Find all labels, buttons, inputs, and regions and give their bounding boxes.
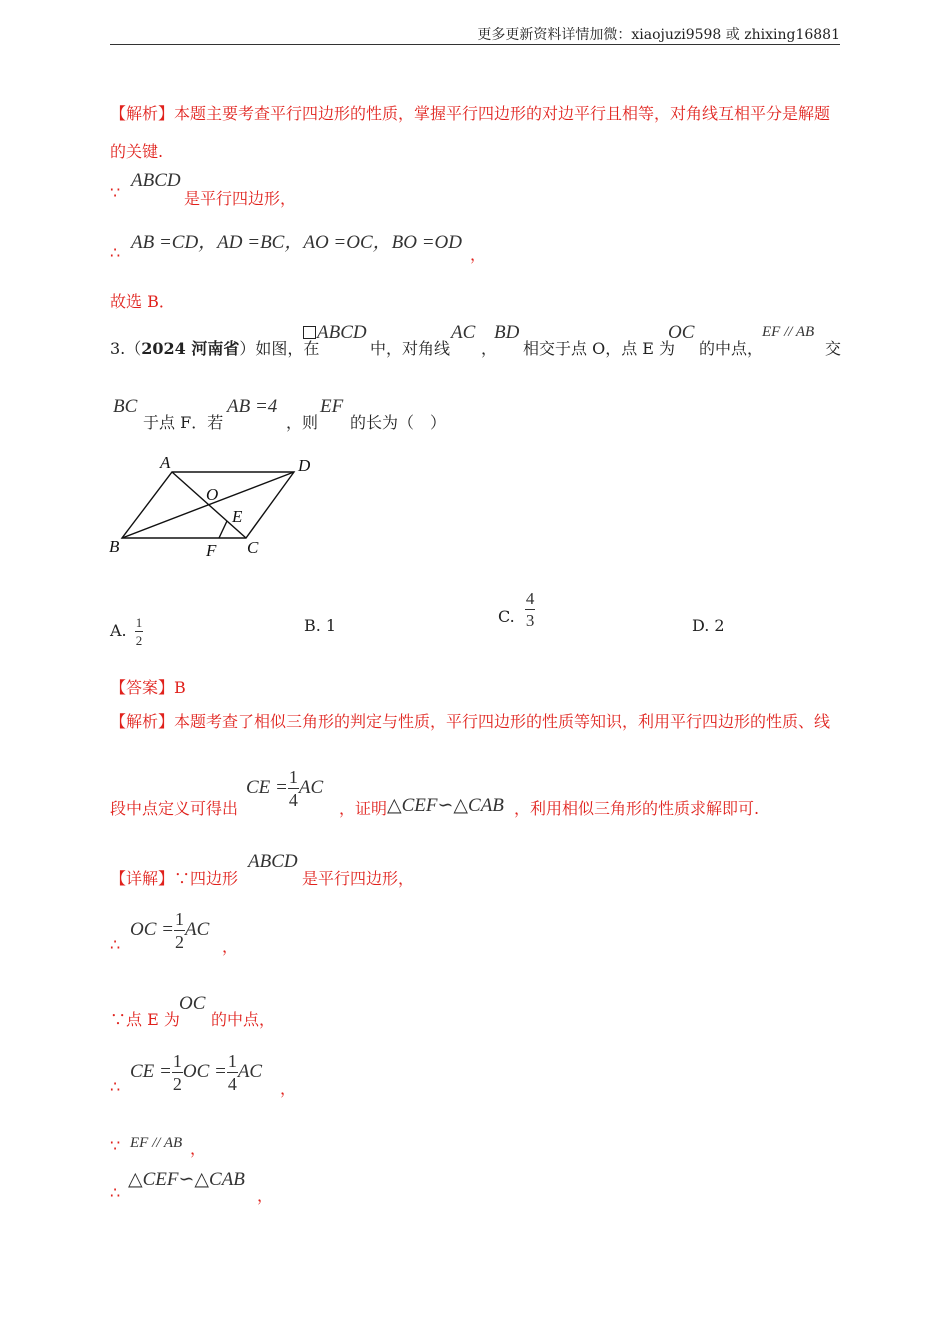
because-symbol: ∵	[110, 183, 121, 202]
q3-text-4: 交	[825, 339, 842, 358]
option-c-numerator: 4	[525, 589, 535, 608]
option-c-fraction	[525, 590, 536, 629]
q3-comma: ，	[481, 339, 498, 358]
s3-half-fraction	[172, 1052, 183, 1093]
label-a: A	[160, 453, 171, 472]
detail-s3-sym: ∴	[110, 1077, 121, 1096]
q3-text-2: 相交于点 O，点 E 为	[523, 339, 676, 358]
q3-ab-equals-4: AB =4	[227, 396, 278, 417]
s3-oc-equals: OC =	[182, 1061, 227, 1082]
ce-quarter-ac	[246, 768, 323, 809]
q3-parallelogram-name: ABCD	[317, 322, 367, 343]
option-c-denominator: 3	[525, 611, 535, 630]
analysis1-line2: 的关键.	[110, 142, 164, 161]
detail-abcd: ABCD	[248, 851, 298, 872]
detail-s5-sym: ∴	[110, 1183, 121, 1202]
q3-bc: BC	[113, 396, 138, 417]
half-denominator: 2	[174, 932, 184, 952]
therefore-symbol: ∴	[110, 243, 121, 262]
question3-line1	[110, 336, 319, 359]
detail-s2-oc: OC	[179, 993, 206, 1014]
detail-s2-tail: 的中点，	[211, 1010, 276, 1029]
detail-text-1: 是平行四边形，	[302, 869, 415, 888]
q3-text-6: ，则	[286, 413, 319, 432]
analysis1-step2-tail: ，	[470, 245, 487, 264]
analysis2-mid: ，证明	[339, 799, 388, 818]
question3-after-source: ）如图，在	[239, 339, 320, 358]
parallelogram-icon	[303, 326, 316, 339]
ce-half-oc-quarter-ac	[130, 1052, 262, 1093]
header-rule	[110, 44, 840, 45]
detail-label: 【详解】∵四边形	[110, 869, 239, 888]
s3-half-denominator: 2	[172, 1074, 182, 1094]
analysis2-line2-pre: 段中点定义可得出	[110, 799, 239, 818]
label-c: C	[247, 538, 259, 557]
q3-text-1: 中，对角线	[370, 339, 451, 358]
q3-ac: AC	[451, 322, 476, 343]
detail-s4-tail: ，	[190, 1139, 207, 1158]
detail-s4-sym: ∵	[110, 1136, 121, 1155]
half-fraction	[174, 910, 185, 951]
s3-quarter-fraction	[227, 1052, 238, 1093]
option-c-label: C.	[498, 607, 515, 626]
similar-triangles: △CEF∽△CAB	[387, 795, 504, 816]
equal-sides-equation: AB =CD，AD =BC，AO =OC，BO =OD	[131, 232, 462, 253]
ce-ac: AC	[298, 777, 324, 798]
option-d[interactable]: D. 2	[692, 616, 725, 635]
detail-ef-parallel-ab: EF // AB	[130, 1135, 183, 1151]
q3-ef-parallel-ab: EF // AB	[762, 324, 815, 340]
q3-text-3: 的中点，	[699, 339, 764, 358]
option-a-fraction	[135, 616, 144, 647]
answer: 【答案】B	[110, 678, 186, 697]
s3-ce-equals: CE =	[130, 1061, 172, 1082]
detail-s5-tail: ，	[257, 1186, 274, 1205]
s3-quarter-denominator: 4	[227, 1074, 237, 1094]
s3-half-numerator: 1	[172, 1051, 182, 1071]
option-a-numerator: 1	[135, 615, 143, 630]
analysis1-line1: 【解析】本题主要考查平行四边形的性质，掌握平行四边形的对边平行且相等，对角线互相平分是解题	[110, 104, 831, 123]
analysis1-step1-text: 是平行四边形，	[184, 189, 297, 208]
analysis2-tail: ，利用相似三角形的性质求解即可.	[514, 799, 760, 818]
analysis1-conclusion: 故选 B．	[110, 292, 175, 311]
option-a-label: A.	[110, 621, 127, 640]
parallelogram-name: ABCD	[131, 170, 181, 191]
quarter-fraction	[288, 768, 299, 809]
parallelogram-symbol	[303, 322, 367, 344]
detail-s2-pre: ∵点 E 为	[110, 1010, 180, 1029]
oc-half-ac	[130, 910, 209, 951]
option-a-denominator: 2	[135, 633, 143, 648]
label-b: B	[109, 537, 120, 556]
ce-equals: CE =	[246, 777, 288, 798]
label-o: O	[206, 485, 219, 504]
question-number: 3.（	[110, 339, 142, 358]
page-header: 更多更新资料详情加微：xiaojuzi9598 或 zhixing16881	[477, 27, 840, 43]
parallelogram-figure	[100, 448, 330, 566]
label-e: E	[232, 507, 243, 526]
q3-oc: OC	[668, 322, 695, 343]
q3-ef: EF	[320, 396, 344, 417]
label-f: F	[206, 541, 217, 560]
q3-text-7: 的长为（ ）	[350, 413, 447, 432]
oc-equals: OC =	[130, 919, 174, 940]
segment-ef	[219, 521, 227, 538]
detail-s3-tail: ，	[280, 1079, 297, 1098]
quarter-numerator: 1	[288, 767, 298, 787]
option-c[interactable]	[498, 590, 535, 629]
analysis2-line1: 【解析】本题考查了相似三角形的判定与性质，平行四边形的性质等知识，利用平行四边形的性质、线	[110, 712, 831, 731]
q3-bd: BD	[494, 322, 520, 343]
option-b[interactable]: B. 1	[304, 616, 337, 635]
label-d: D	[298, 456, 311, 475]
question-source: 2024 河南省	[141, 339, 240, 358]
q3-text-5: 于点 F．若	[143, 413, 224, 432]
option-a[interactable]	[110, 616, 143, 647]
half-numerator: 1	[174, 909, 184, 929]
detail-similar-triangles: △CEF∽△CAB	[128, 1169, 245, 1190]
detail-s1-tail: ，	[222, 937, 239, 956]
detail-s1-sym: ∴	[110, 935, 121, 954]
s3-quarter-numerator: 1	[227, 1051, 237, 1071]
s3-ac: AC	[237, 1061, 263, 1082]
oc-ac: AC	[184, 919, 210, 940]
quarter-denominator: 4	[288, 790, 298, 810]
